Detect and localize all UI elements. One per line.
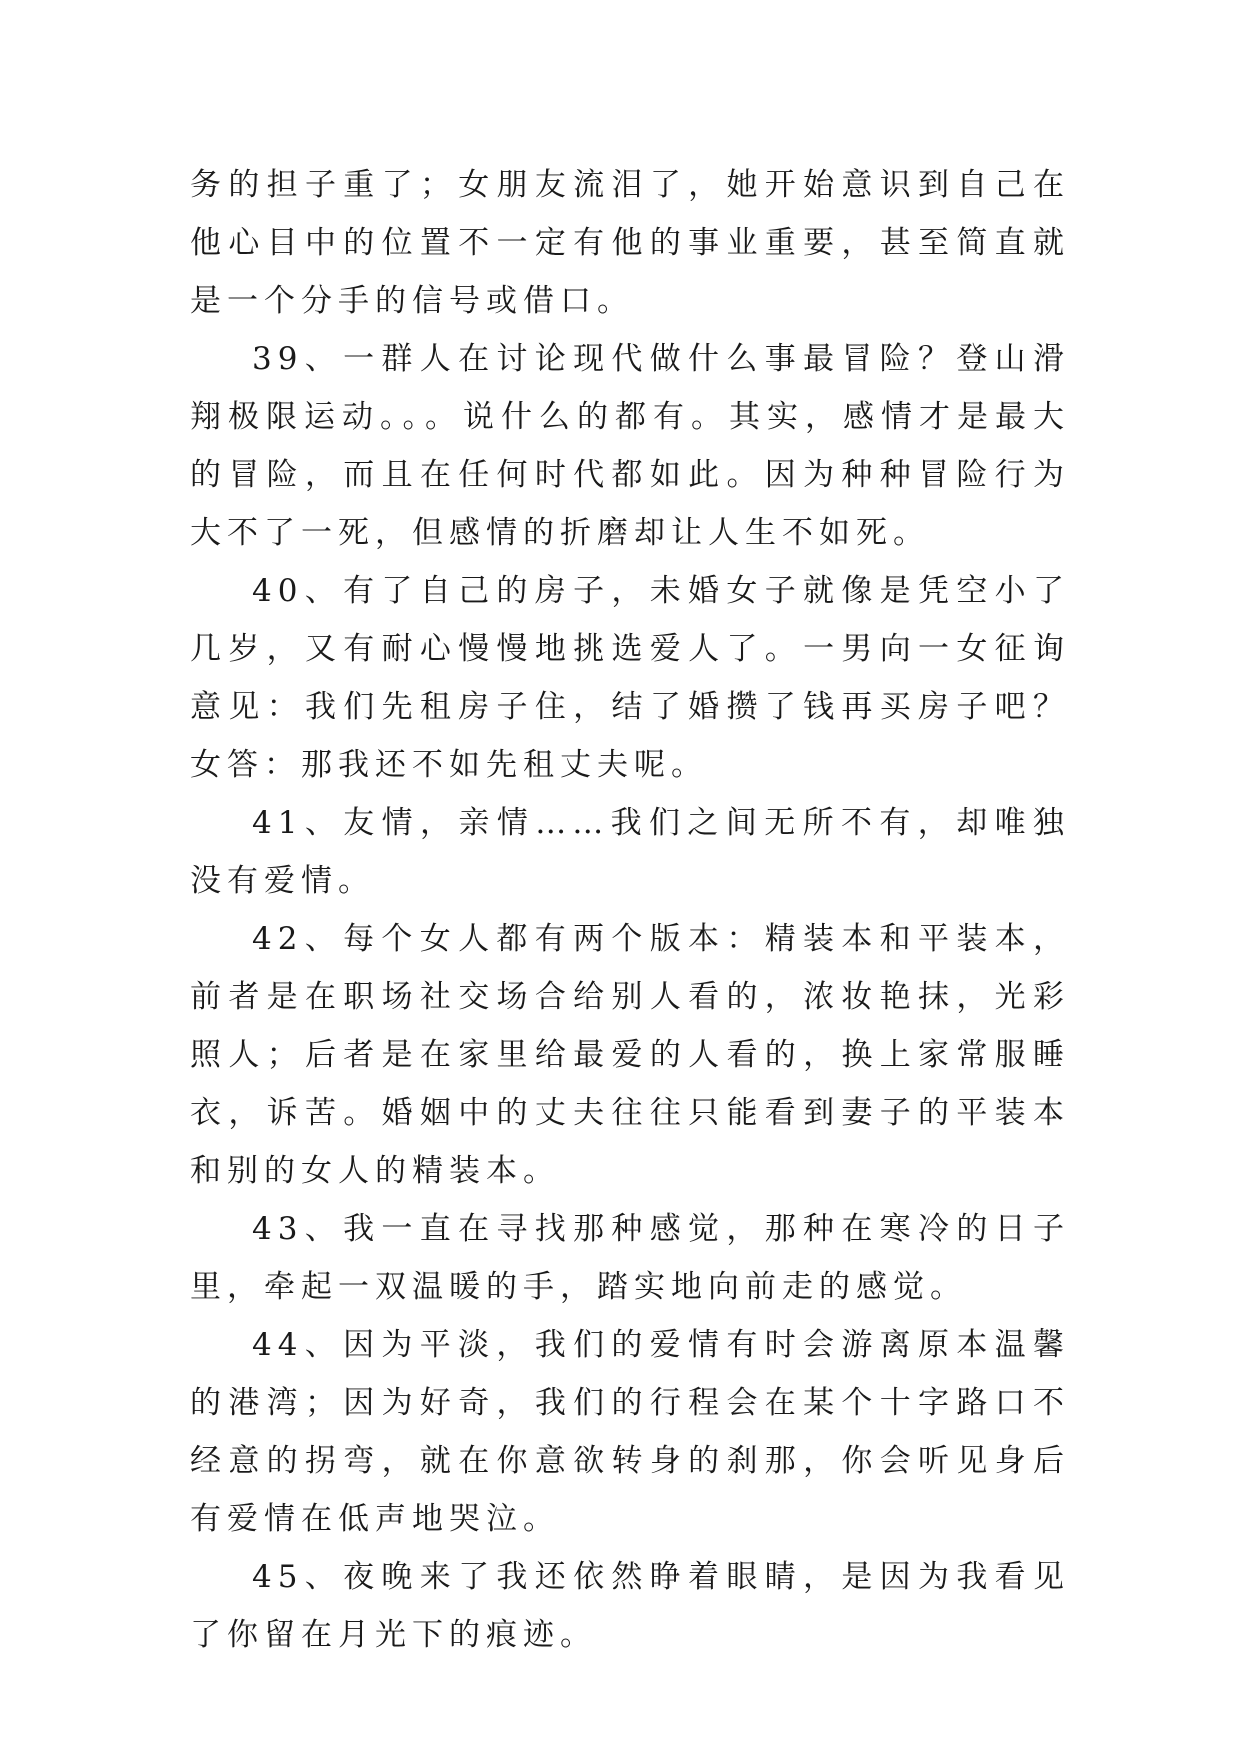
paragraph-44: 44、因为平淡，我们的爱情有时会游离原本温馨的港湾；因为好奇，我们的行程会在某个十字路口不经意的拐弯，就在你意欲转身的刹那，你会听见身后有爱情在低声地哭泣。 xyxy=(190,1327,1070,1537)
paragraph-45: 45、夜晚来了我还依然睁着眼睛，是因为我看见了你留在月光下的痕迹。 xyxy=(190,1559,1070,1653)
paragraph-41: 41、友情，亲情……我们之间无所不有，却唯独没有爱情。 xyxy=(190,805,1070,899)
document-body xyxy=(190,156,1070,1664)
paragraph-42: 42、每个女人都有两个版本：精装本和平装本，前者是在职场社交场合给别人看的，浓妆艳抹，光彩照人；后者是在家里给最爱的人看的，换上家常服睡衣，诉苦。婚姻中的丈夫往往只能看到妻子的平装本和别的女人的精装本。 xyxy=(190,921,1070,1189)
paragraph-continuation: 务的担子重了；女朋友流泪了，她开始意识到自己在他心目中的位置不一定有他的事业重要，甚至简直就是一个分手的信号或借口。 xyxy=(190,167,1070,319)
paragraph-40: 40、有了自己的房子，未婚女子就像是凭空小了几岁，又有耐心慢慢地挑选爱人了。一男向一女征询意见：我们先租房子住，结了婚攒了钱再买房子吧？女答：那我还不如先租丈夫呢。 xyxy=(190,573,1070,783)
paragraph-39: 39、一群人在讨论现代做什么事最冒险？登山滑翔极限运动。。。说什么的都有。其实，感情才是最大的冒险，而且在任何时代都如此。因为种种冒险行为大不了一死，但感情的折磨却让人生不如死。 xyxy=(190,341,1070,551)
paragraph-43: 43、我一直在寻找那种感觉，那种在寒冷的日子里，牵起一双温暖的手，踏实地向前走的感觉。 xyxy=(190,1211,1070,1305)
